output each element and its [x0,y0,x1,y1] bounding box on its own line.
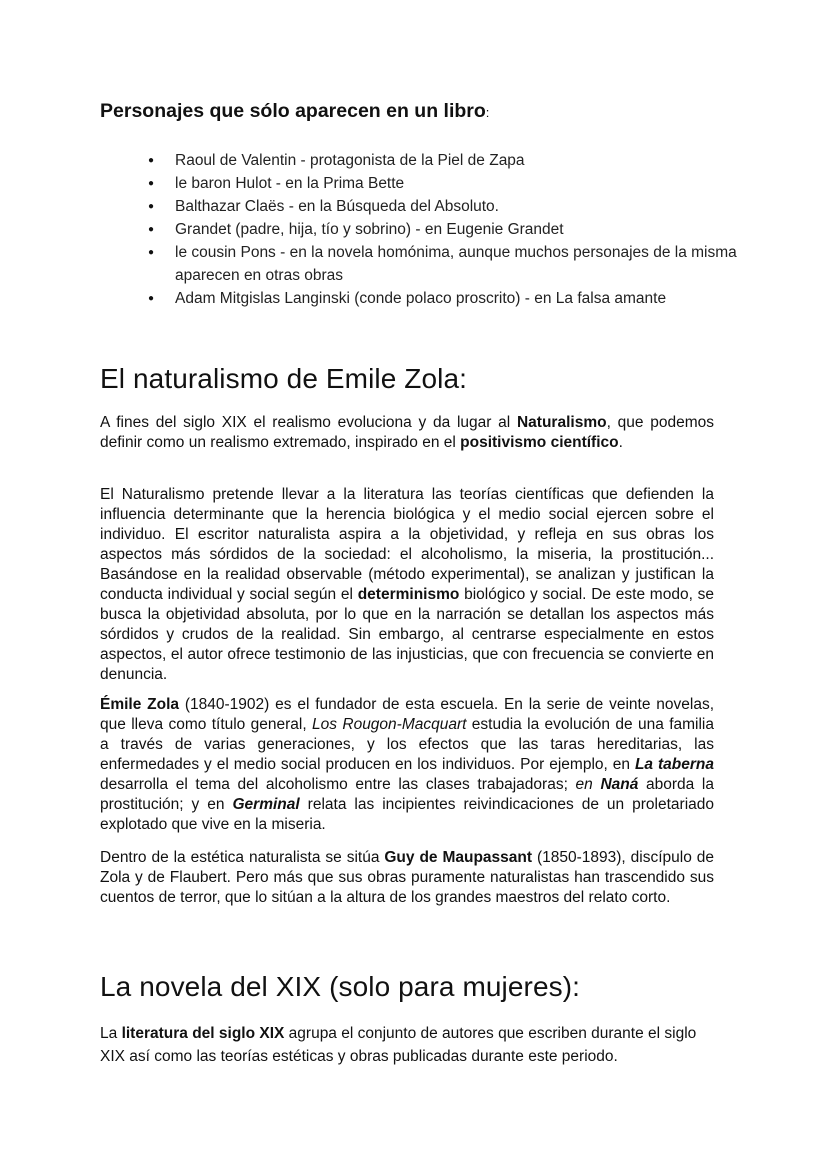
list-item: ● Balthazar Claës - en la Búsqueda del Absoluto. [100,195,740,218]
bold-term: Guy de Maupassant [384,849,533,866]
italic-title: Los Rougon-Macquart [312,716,467,733]
paragraph-emile-zola [100,695,714,835]
text-run: desarrolla el tema del alcoholismo entre las clases trabajadoras; [100,776,576,793]
list-item: ● Adam Mitgislas Langinski (conde polaco proscrito) - en La falsa amante [100,287,740,310]
text-run: . [618,434,623,451]
text-run: (1840-1902) es el fundador de esta escuela. En la serie de veinte novelas, que lleva como título general, [100,696,714,733]
text-run: estudia la evolución de una familia a través de varias generaciones, y los efectos que las taras hereditarias, las enfermedades y el medio social producen en los individuos. Por ejemplo, en [100,716,714,773]
text-run: relata las incipientes reivindicaciones de un proletariado explotado que vive en la miseria. [100,796,714,833]
text-run: agrupa el conjunto de autores que escriben durante el siglo XIX así como las teorías estéticas y obras publicadas durante este periodo. [100,1025,697,1065]
heading-text: Personajes que sólo aparecen en un libro [100,100,486,122]
paragraph-naturalismo-definition [100,485,714,685]
text-run: , que podemos definir como un realismo extremado, inspirado en el [100,414,714,451]
text-run: (1850-1893), discípulo de Zola y de Flaubert. Pero más que sus obras puramente naturalistas han trascendido sus cuentos de terror, que lo sitúan a la altura de los grandes maestros del relato corto. [100,849,714,906]
bold-term: Naturalismo [516,414,607,431]
bold-term: positivismo científico [460,434,619,451]
bold-term: literatura del siglo XIX [121,1025,285,1042]
list-item: ● le baron Hulot - en la Prima Bette [100,172,740,195]
paragraph-literatura-xix [100,1022,720,1068]
section-heading-novela-xix: La novela del XIX (solo para mujeres): [100,971,581,1002]
bold-italic-title: La taberna [634,756,714,773]
bold-italic-title: Naná [600,776,639,793]
text-run: El Naturalismo pretende llevar a la literatura las teorías científicas que defienden la influencia determinante que la herencia biológica y el medio social ejercen sobre el individuo. El escritor naturalista aspira a la objetividad, y refleja en sus obras los aspectos más sórdidos de la sociedad: el alcoholismo, la miseria, la prostitución... Basándose en la realidad observable (método experimental), se analizan y justifican la conducta individual y social según el [100,486,714,603]
section-heading-naturalismo: El naturalismo de Emile Zola: [100,363,468,394]
paragraph-maupassant [100,848,714,908]
italic-text: en [575,776,601,793]
character-list [100,149,740,310]
text-run: aborda la prostitución; y en [100,776,714,813]
paragraph-naturalismo-intro [100,413,714,453]
section-heading-personajes [100,100,489,123]
bold-term: determinismo [357,586,460,603]
text-run: A fines del siglo XIX el realismo evoluciona y da lugar al [100,414,517,431]
bold-italic-title: Germinal [232,796,300,813]
heading-colon: : [485,105,490,120]
list-item: ● Raoul de Valentin - protagonista de la Piel de Zapa [100,149,740,172]
text-run: Dentro de la estética naturalista se sitúa [100,849,385,866]
list-item: ● Grandet (padre, hija, tío y sobrino) - en Eugenie Grandet [100,218,740,241]
bold-term: Émile Zola [100,696,180,713]
text-run: La [100,1025,122,1042]
list-item: ● le cousin Pons - en la novela homónima, aunque muchos personajes de la misma aparecen en otras obras [100,241,740,287]
text-run: biológico y social. De este modo, se busca la objetividad absoluta, por lo que en la narración se detallan los aspectos más sórdidos y crudos de la realidad. Sin embargo, al centrarse especialmente en estos aspectos, el autor ofrece testimonio de las injusticias, que con frecuencia se convierte en denuncia. [100,586,715,683]
